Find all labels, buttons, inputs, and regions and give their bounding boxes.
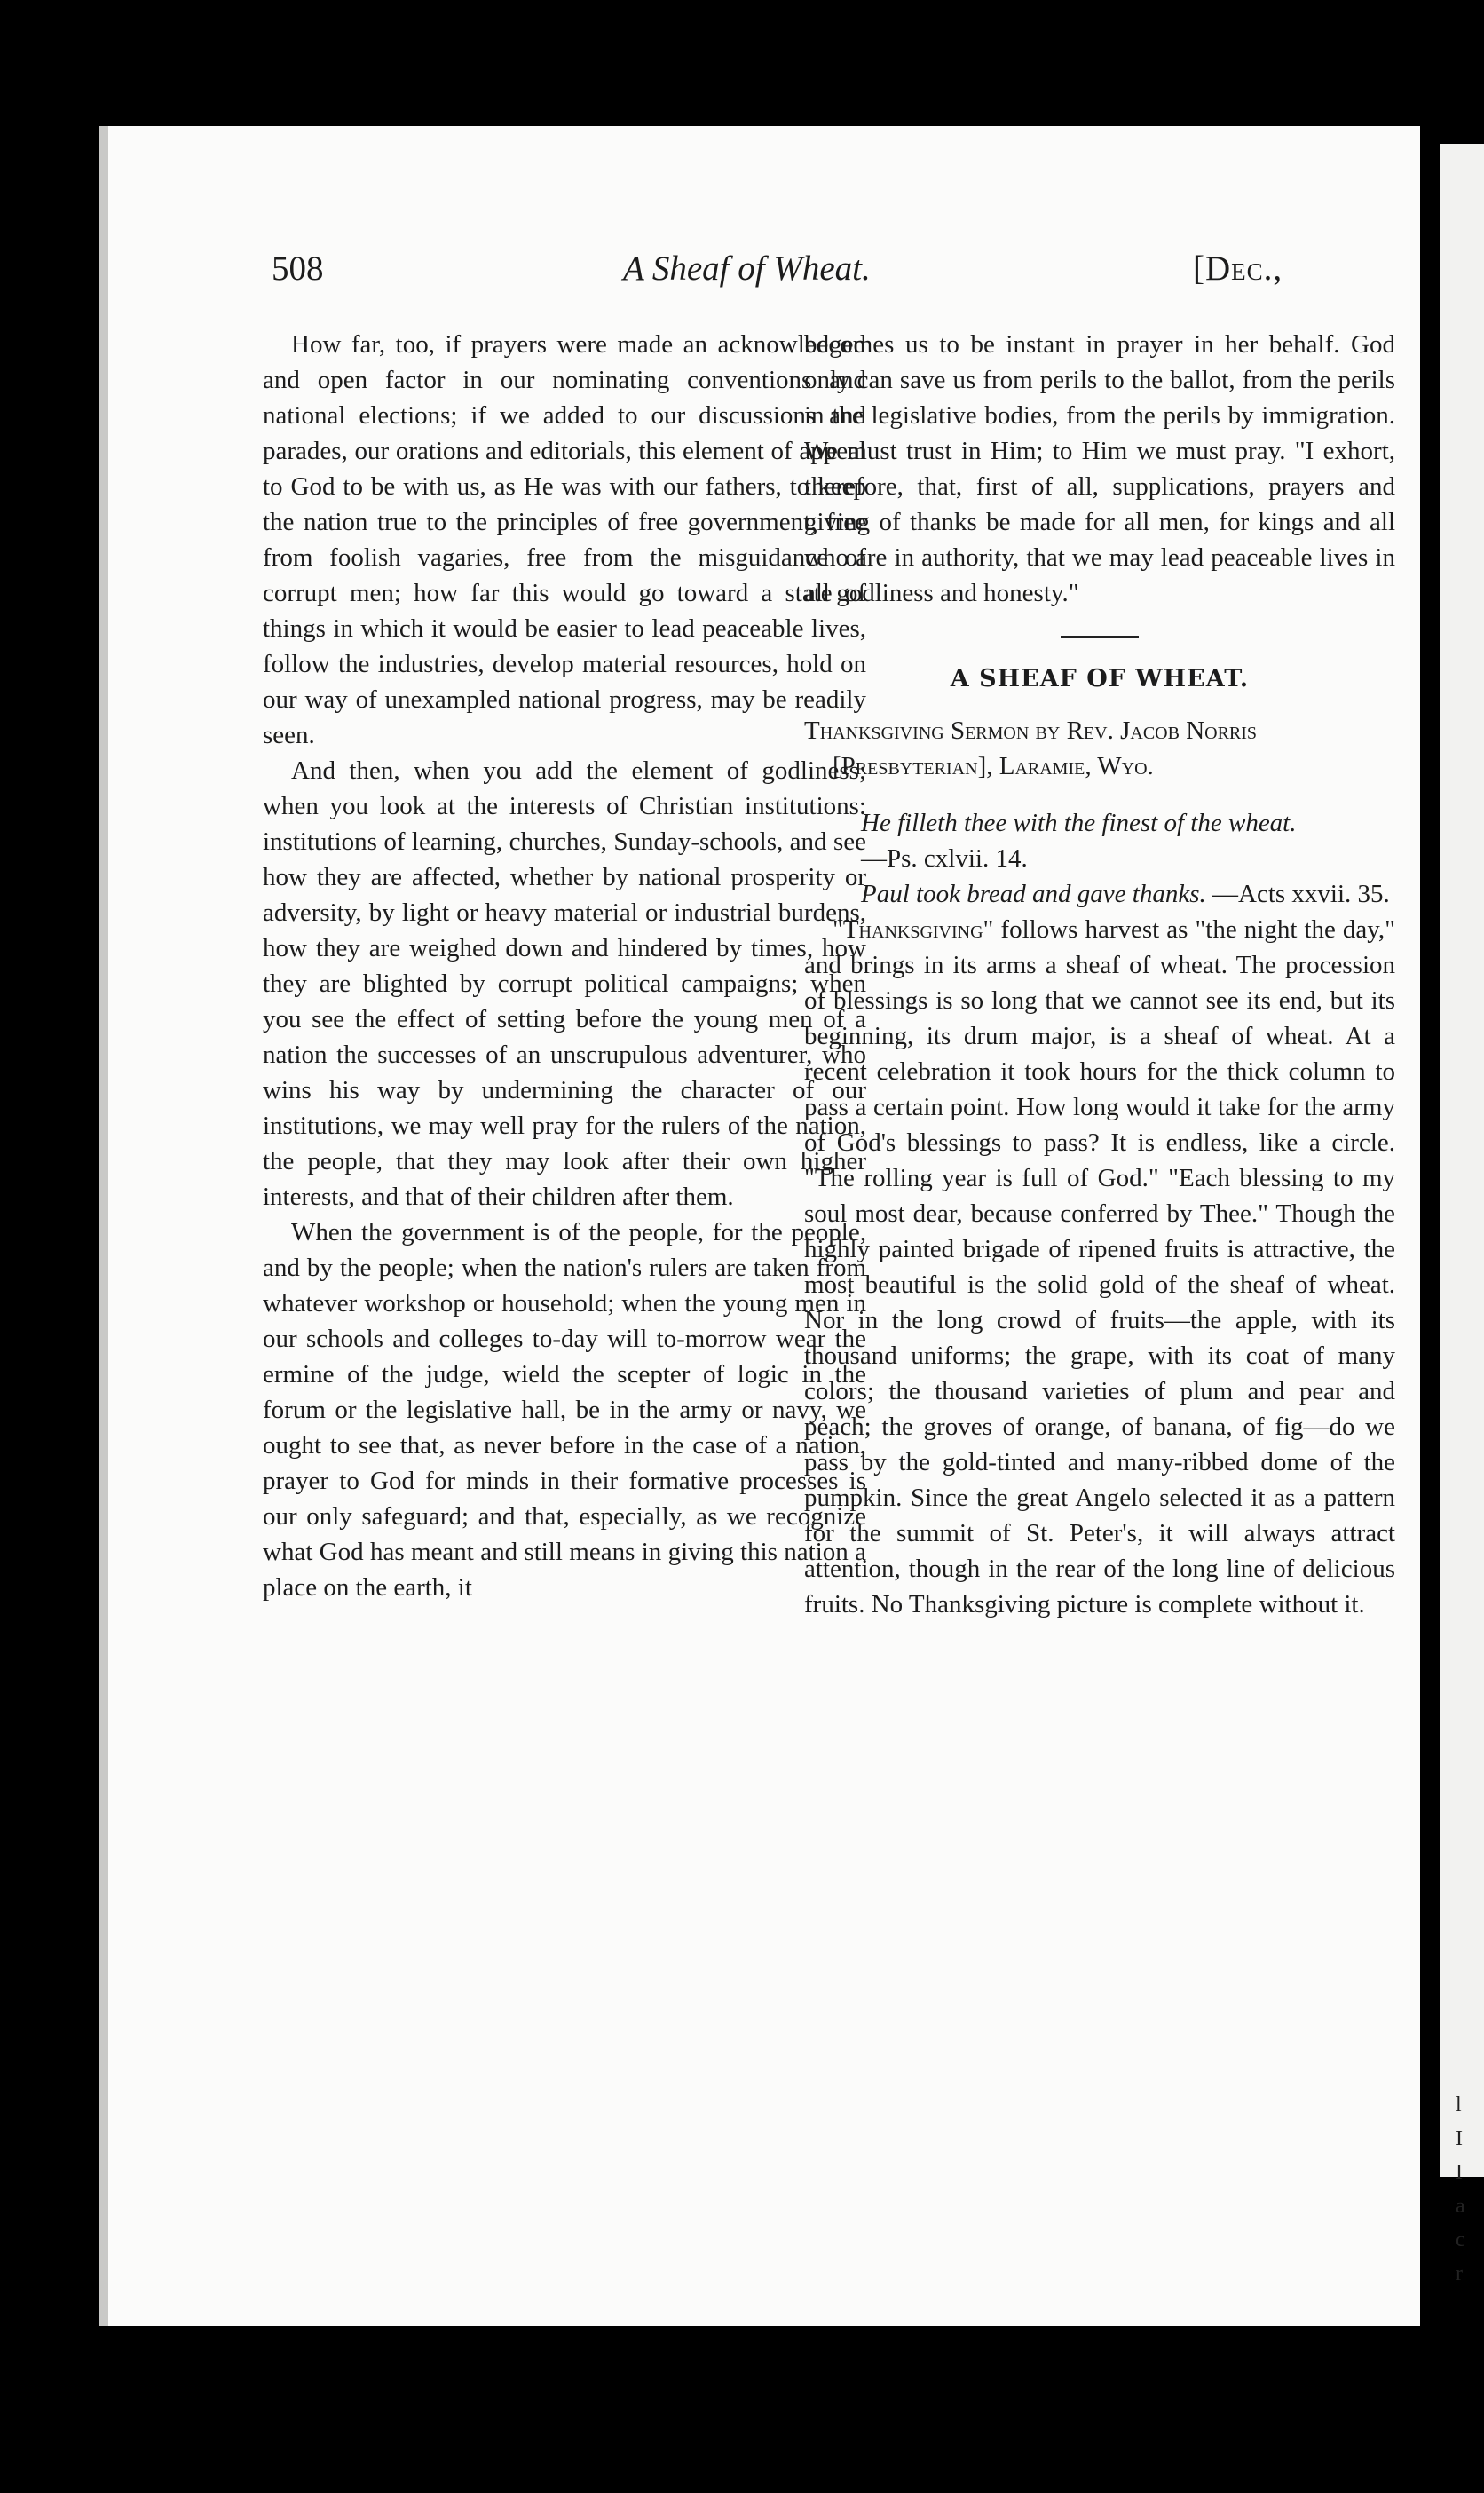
epigraph-text: Paul took bread and gave thanks.	[861, 880, 1206, 908]
section-title: A SHEAF OF WHEAT.	[950, 665, 1250, 692]
running-title: A Sheaf of Wheat.	[623, 249, 871, 288]
continued-paragraph: becomes us to be instant in prayer in her behalf. God only can save us from perils to the ballot, from the perils in the legislative bodies, from the perils by immigration. We must trust in Him; to Him we must pray. "I exhort, therefore, that, first of all, supplications, prayers and giving of thanks be made for all men, for kings and all who are in authority, that we may lead peaceable lives in all godliness and honesty."	[804, 330, 1395, 607]
running-head	[108, 249, 1420, 302]
next-page-fragment: l	[1456, 2093, 1462, 2117]
right-column	[804, 327, 1395, 1622]
epigraph	[804, 876, 1395, 912]
page-number: 508	[272, 249, 324, 288]
section-divider	[1061, 636, 1139, 638]
paragraph: How far, too, if prayers were made an acknowledged and open factor in our nominating conventions and national elections; if we added to our discussions and parades, our orations and editorials, this element of appeal to God to be with us, as He was with our fathers, to keep the nation true to the principles of free government, free from foolish vagaries, free from the misguidance of corrupt men; how far this would go toward a state of things in which it would be easier to lead peaceable lives, follow the industries, develop material resources, hold on our way of unexampled national progress, may be readily seen.	[263, 330, 866, 749]
epigraph	[804, 805, 1395, 876]
next-page-fragment: c	[1456, 2228, 1465, 2252]
left-column	[263, 327, 866, 1605]
next-page-edge	[1440, 144, 1484, 2285]
date-mark: [Dec.,	[1193, 249, 1283, 288]
epigraph-reference: —Acts xxvii. 35.	[1212, 880, 1390, 908]
next-page-fragment: a	[1456, 2195, 1465, 2218]
sermon-lead-word: "Thanksgiving"	[833, 915, 994, 944]
paragraph: And then, when you add the element of godliness; when you look at the interests of Christian institutions: institutions of learning, churches, Sunday-schools, and see how they are affected, whether by national prosperity or adversity, by light or heavy material or industrial burdens, how they are weighed down and hindered by times, how they are blighted by corrupt political campaigns; when you see the effect of setting before the young men of a nation the successes of an unscrupulous adventurer, who wins his way by undermining the character of our institutions, we may well pray for the rulers of the nation, the people, that they may look after their own higher interests, and that of their children after them.	[263, 756, 866, 1211]
next-page-fragment: r	[1456, 2262, 1463, 2285]
sermon-body	[804, 912, 1395, 1622]
book-page	[99, 126, 1420, 2326]
next-page-fragment: I	[1456, 2161, 1463, 2184]
epigraph-text: He filleth thee with the finest of the wheat.	[861, 809, 1297, 837]
next-page-fragment: I	[1456, 2127, 1463, 2150]
epigraph-reference: —Ps. cxlvii. 14.	[861, 844, 1028, 873]
sermon-heading: Thanksgiving Sermon by Rev. Jacob Norris [Presbyterian], Laramie, Wyo.	[804, 716, 1258, 780]
sermon-body-text: follows harvest as "the night the day," and brings in its arms a sheaf of wheat. The procession of blessings is so long that we cannot see its end, but its beginning, its drum major, is a sheaf of wheat. At a recent celebration it took hours for the thick column to pass a certain point. How long would it take for the army of God's blessings to pass? It is endless, like a circle. "The rolling year is full of God." "Each blessing to my soul most dear, because conferred by Thee." Though the highly painted brigade of ripened fruits is attractive, the most beautiful is the solid gold of the sheaf of wheat. Nor in the long crowd of fruits—the apple, with its thousand uniforms; the grape, with its coat of many colors; the thousand varieties of plum and pear and peach; the groves of orange, of banana, of fig—do we pass by the gold-tinted and many-ribbed dome of the pumpkin. Since the great Angelo selected it as a pattern for the summit of St. Peter's, it will always attract attention, though in the rear of the long line of delicious fruits. No Thanksgiving picture is complete without it.	[804, 915, 1395, 1618]
paragraph: When the government is of the people, for the people, and by the people; when the nation's rulers are taken from whatever workshop or household; when the young men in our schools and colleges to-day will to-morrow wear the ermine of the judge, wield the scepter of logic in the forum or the legislative hall, be in the army or navy, we ought to see that, as never before in the case of a nation, prayer to God for minds in their formative processes is our only safeguard; and that, especially, as we recognize what God has meant and still means in giving this nation a place on the earth, it	[263, 1218, 866, 1602]
